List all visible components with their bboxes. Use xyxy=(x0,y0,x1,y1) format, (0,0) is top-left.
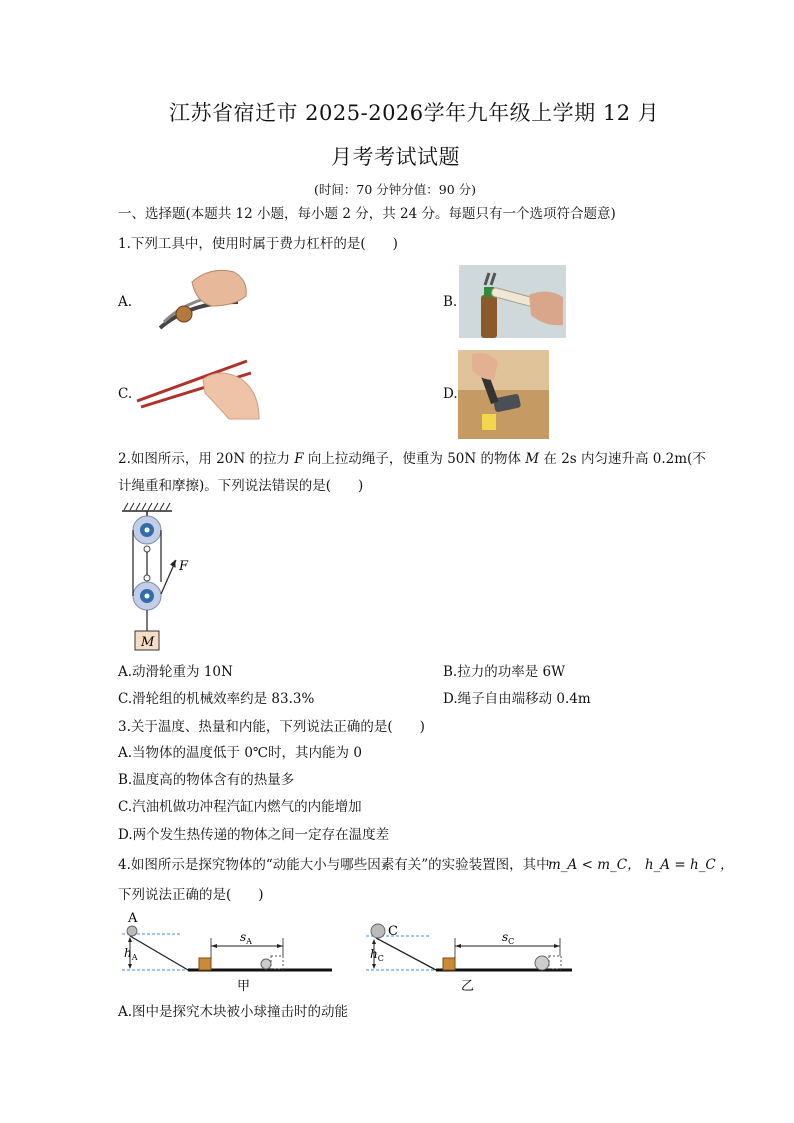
exam-title-line2: 月考考试试题 xyxy=(331,145,460,169)
height-label-c: $h_C$ xyxy=(370,947,384,963)
q3-option-b: B.温度高的物体含有的热量多 xyxy=(118,772,295,788)
ceiling-hatching xyxy=(124,503,170,510)
nutcracker-image xyxy=(150,262,256,336)
distance-label-a: $s_A$ xyxy=(240,930,252,946)
q4-option-a: A.图中是探究木块被小球撞击时的动能 xyxy=(118,1004,349,1020)
ball-c-label: C xyxy=(388,924,398,939)
q1-option-b-label: B. xyxy=(443,294,458,310)
figure-caption-a: 甲 xyxy=(237,979,251,994)
wooden-block-a xyxy=(199,958,211,970)
q3-option-d: D.两个发生热传递的物体之间一定存在温度差 xyxy=(118,827,390,843)
bottle-opener-image xyxy=(459,265,566,338)
q2-stem-part-c: 在 2s 内匀速升高 0.2m(不 xyxy=(539,451,706,467)
q3-stem: 3.关于温度、热量和内能，下列说法正确的是( ) xyxy=(118,719,425,735)
section-heading: 一、选择题(本题共 12 小题，每小题 2 分，共 24 分。每题只有一个选项符合题意) xyxy=(118,206,616,222)
walnut-icon xyxy=(176,306,192,322)
q2-stem-line2: 计绳重和摩擦)。下列说法错误的是( ) xyxy=(118,478,364,494)
experiment-figure-c xyxy=(364,910,578,996)
q2-stem-force-symbol: F xyxy=(294,451,304,467)
q2-stem-line1 xyxy=(118,450,706,468)
ramp xyxy=(376,938,436,970)
force-label: F xyxy=(179,559,189,574)
height-label-a: $h_A$ xyxy=(124,946,138,962)
ball-a-end xyxy=(261,959,271,969)
q2-stem-mass-symbol: M xyxy=(525,451,540,467)
ball-c-end xyxy=(535,956,549,970)
pulley-diagram xyxy=(118,500,198,656)
mass-label: M xyxy=(141,635,155,650)
block-a-end-outline xyxy=(271,956,283,969)
q3-option-a: A.当物体的温度低于 0℃时，其内能为 0 xyxy=(118,745,362,761)
q2-option-a: A.动滑轮重为 10N xyxy=(118,664,233,680)
exam-meta: (时间：70 分钟分值：90 分) xyxy=(314,182,477,197)
q2-option-c: C.滑轮组的机械效率约是 83.3% xyxy=(118,691,315,707)
q4-stem-line2: 下列说法正确的是( ) xyxy=(118,887,264,903)
q4-condition: m_A < m_C， h_A = h_C ， xyxy=(548,857,734,873)
wooden-block-c xyxy=(443,958,455,970)
experiment-figure-a xyxy=(118,910,338,996)
handle-grip xyxy=(482,414,496,430)
q3-option-c: C.汽油机做功冲程汽缸内燃气的内能增加 xyxy=(118,799,362,815)
distance-label-c: $s_C$ xyxy=(502,930,515,946)
bottle-icon xyxy=(481,295,497,338)
exam-title-line1: 江苏省宿迁市 2025-2026学年九年级上学期 12 月 xyxy=(169,101,660,125)
q2-option-d: D.绳子自由端移动 0.4m xyxy=(443,691,591,707)
ball-a xyxy=(127,926,137,936)
q2-stem-part-b: 向上拉动绳子，使重为 50N 的物体 xyxy=(303,451,526,467)
ramp xyxy=(130,936,188,970)
ball-c xyxy=(371,924,385,938)
figure-caption-c: 乙 xyxy=(461,979,475,994)
chopsticks-image xyxy=(135,357,260,425)
hammer-image xyxy=(458,350,549,439)
ball-a-label: A xyxy=(128,911,138,926)
q1-stem: 1.下列工具中，使用时属于费力杠杆的是( ) xyxy=(118,236,398,252)
q1-option-d-label: D. xyxy=(443,386,458,402)
q1-option-c-label: C. xyxy=(118,386,133,402)
q4-stem-line1: 4.如图所示是探究物体的“动能大小与哪些因素有关”的实验装置图，其中 xyxy=(118,857,550,873)
q2-option-b: B.拉力的功率是 6W xyxy=(443,664,565,680)
q1-option-a-label: A. xyxy=(118,294,133,310)
q2-stem-part-a: 2.如图所示，用 20N 的拉力 xyxy=(118,451,295,467)
block-c-end-outline xyxy=(549,956,561,969)
